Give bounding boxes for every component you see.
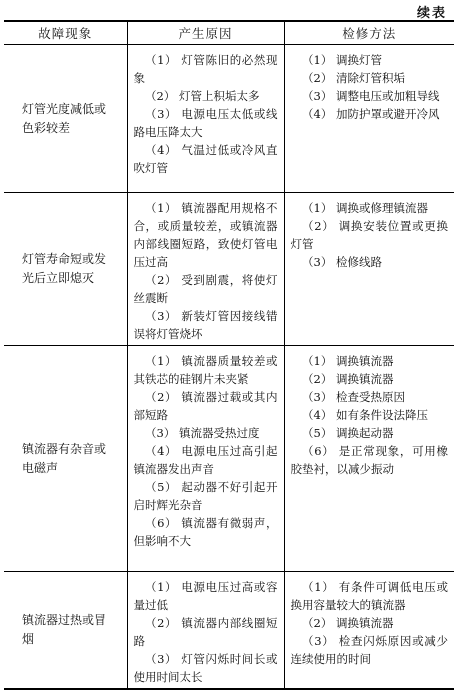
repair-cell — [284, 45, 454, 193]
cause-item: （2） 镇流器过载或其内部短路 — [133, 390, 278, 422]
repair-item: （1） 调换或修理镇流器 — [302, 201, 428, 215]
header-cause: 产生原因 — [127, 21, 284, 45]
cause-item: （2） 受到剧震，将使灯丝震断 — [133, 273, 278, 305]
cause-item: （4） 电源电压过高引起镇流器发出声音 — [133, 444, 278, 476]
symptom-cell: 镇流器过热或冒烟 — [4, 572, 127, 690]
cause-item: （2） 灯管上积垢太多 — [145, 89, 260, 103]
repair-item: （4） 加防护罩或避开冷风 — [302, 107, 440, 121]
cause-item: （3） 电源电压太低或线路电压降太大 — [133, 107, 278, 139]
repair-cell — [284, 346, 454, 572]
repair-item: （1） 有条件可调低电压或换用容量较大的镇流器 — [290, 580, 448, 612]
repair-item: （3） 检修线路 — [302, 255, 382, 269]
repair-item: （2） 调换镇流器 — [302, 616, 394, 630]
cause-item: （1） 电源电压过高或容量过低 — [133, 580, 278, 612]
repair-item: （2） 调换安装位置或更换灯管 — [290, 219, 448, 251]
header-repair: 检修方法 — [284, 21, 454, 45]
repair-item: （4） 如有条件设法降压 — [302, 408, 428, 422]
cause-item: （4） 气温过低或冷风直吹灯管 — [133, 143, 278, 175]
table-row — [4, 346, 454, 572]
fault-table — [4, 20, 454, 690]
cause-item: （3） 新装灯管因接线错误将灯管烧坏 — [133, 309, 278, 341]
repair-cell — [284, 193, 454, 346]
repair-cell — [284, 572, 454, 690]
symptom-cell: 镇流器有杂音或电磁声 — [4, 346, 127, 572]
table-row — [4, 572, 454, 690]
repair-item: （2） 调换镇流器 — [302, 372, 394, 386]
cause-item: （1） 镇流器质量较差或其铁芯的硅钢片未夹紧 — [133, 354, 278, 386]
symptom-cell: 灯管光度减低或色彩较差 — [4, 45, 127, 193]
cause-cell — [127, 346, 284, 572]
header-symptom: 故障现象 — [4, 21, 127, 45]
cause-item: （3） 灯管闪烁时间长或使用时间太长 — [133, 652, 278, 684]
repair-item: （3） 检查受热原因 — [302, 390, 405, 404]
symptom-cell: 灯管寿命短或发光后立即熄灭 — [4, 193, 127, 346]
repair-item: （3） 检查闪烁原因或减少连续使用的时间 — [290, 634, 448, 666]
table-row — [4, 193, 454, 346]
repair-item: （6） 是正常现象，可用橡胶垫衬，以减少振动 — [290, 444, 448, 476]
cause-item: （2） 镇流器内部线圈短路 — [133, 616, 278, 648]
cause-cell — [127, 572, 284, 690]
repair-item: （3） 调整电压或加粗导线 — [302, 89, 440, 103]
table-row — [4, 45, 454, 193]
cause-item: （1） 镇流器配用规格不合，或质量较差，或镇流器内部线圈短路，致使灯管电压过高 — [133, 201, 278, 269]
cause-item: （5） 起动器不好引起开启时辉光杂音 — [133, 480, 278, 512]
cause-cell — [127, 45, 284, 193]
cause-item: （3） 镇流器受热过度 — [145, 426, 260, 440]
header-row — [4, 21, 454, 45]
repair-item: （1） 调换镇流器 — [302, 354, 394, 368]
continued-label: 续表 — [416, 6, 447, 21]
repair-item: （2） 清除灯管积垢 — [302, 71, 405, 85]
cause-item: （1） 灯管陈旧的必然现象 — [133, 53, 278, 85]
repair-item: （5） 调换起动器 — [302, 426, 394, 440]
cause-cell — [127, 193, 284, 346]
cause-item: （6） 镇流器有微弱声，但影响不大 — [133, 516, 278, 548]
repair-item: （1） 调换灯管 — [302, 53, 382, 67]
